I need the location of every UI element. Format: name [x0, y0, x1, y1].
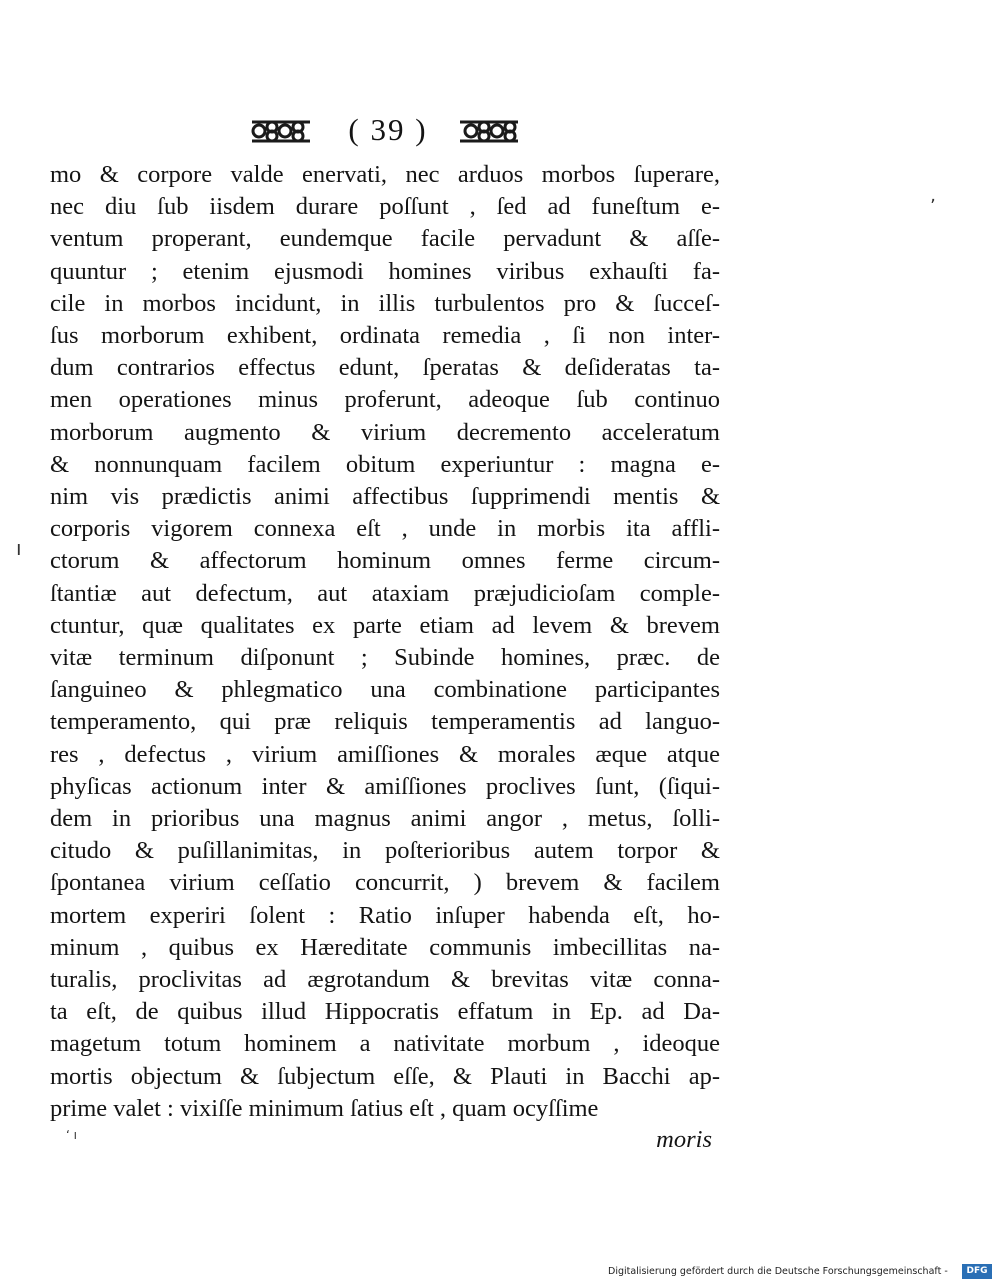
text-line: magetum totum hominem a nativitate morbum , ideoque: [50, 1030, 720, 1058]
dfg-logo-icon: DFG: [962, 1264, 992, 1279]
text-line: phyſicas actionum inter & amiſſiones proclives ſunt, (ſiqui-: [50, 772, 720, 800]
text-line: cile in morbos incidunt, in illis turbulentos pro & ſucceſ-: [50, 289, 720, 317]
text-line: ſanguineo & phlegmatico una combinatione participantes: [50, 676, 720, 704]
text-line: & nonnunquam facilem obitum experiuntur : magna e-: [50, 450, 720, 478]
text-line: ſtantiæ aut defectum, aut ataxiam præjudicioſam comple-: [50, 579, 720, 607]
margin-mark-icon: ‘ ı: [66, 1128, 77, 1142]
text-line: men operationes minus proferunt, adeoque ſub continuo: [50, 386, 720, 414]
text-line: mortis objectum & ſubjectum eſſe, & Plauti in Bacchi ap-: [50, 1062, 720, 1090]
text-line: res , defectus , virium amiſſiones & morales æque atque: [50, 740, 720, 768]
printers-ornament-right-icon: [458, 118, 520, 144]
text-line: vitæ terminum diſponunt ; Subinde homines, præc. de: [50, 644, 720, 671]
text-line: dum contrarios effectus edunt, ſperatas & deſideratas ta-: [50, 354, 720, 382]
text-line: dem in prioribus una magnus animi angor , metus, ſolli-: [50, 805, 720, 832]
text-line: quuntur ; etenim ejusmodi homines viribus exhauſti fa-: [50, 257, 720, 285]
text-line: nec diu ſub iisdem durare poſſunt , ſed ad funeſtum e-: [50, 193, 720, 221]
page-number: ( 39 ): [348, 112, 428, 147]
text-line: turalis, proclivitas ad ægrotandum & brevitas vitæ conna-: [50, 966, 720, 993]
text-line: ſpontanea virium ceſſatio concurrit, ) brevem & facilem: [50, 869, 720, 897]
margin-mark-icon: ʼ: [930, 196, 936, 217]
text-line: corporis vigorem connexa eſt , unde in morbis ita affli-: [50, 515, 720, 543]
text-line: mortem experiri ſolent : Ratio inſuper habenda eſt, ho-: [50, 901, 720, 929]
text-line: morborum augmento & virium decremento acceleratum: [50, 418, 720, 446]
catchword: moris: [656, 1126, 712, 1153]
text-line: nim vis prædictis animi affectibus ſupprimendi mentis &: [50, 483, 720, 510]
text-line: temperamento, qui præ reliquis temperamentis ad languo-: [50, 708, 720, 736]
text-line: ſus morborum exhibent, ordinata remedia , ſi non inter-: [50, 322, 720, 349]
text-line: ctorum & affectorum hominum omnes ferme circum-: [50, 547, 720, 575]
text-line: mo & corpore valde enervati, nec arduos morbos ſuperare,: [50, 161, 720, 188]
text-line: prime valet : vixiſſe minimum ſatius eſt , quam ocyſſime: [50, 1094, 599, 1122]
text-line: ctuntur, quæ qualitates ex parte etiam ad levem & brevem: [50, 611, 720, 639]
text-line: citudo & puſillanimitas, in poſterioribus autem torpor &: [50, 837, 720, 865]
text-line: minum , quibus ex Hæreditate communis imbecillitas na-: [50, 933, 720, 961]
printers-ornament-left-icon: [250, 118, 312, 144]
digitization-credit: Digitalisierung gefördert durch die Deutsche Forschungsgemeinschaft -: [608, 1266, 948, 1277]
text-line: ventum properant, eundemque facile pervadunt & aſſe-: [50, 225, 720, 253]
margin-mark-icon: ı: [16, 536, 22, 560]
running-head: [250, 112, 530, 152]
text-line: ta eſt, de quibus illud Hippocratis effatum in Ep. ad Da-: [50, 998, 720, 1026]
